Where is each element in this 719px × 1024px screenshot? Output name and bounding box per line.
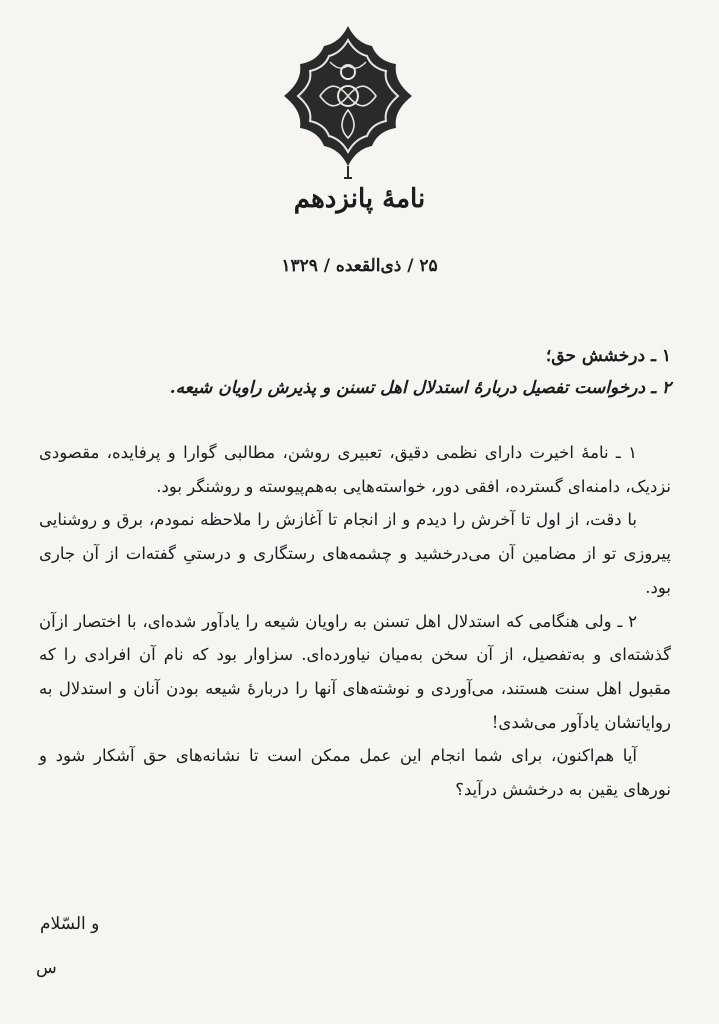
arabesque-ornament-icon xyxy=(280,22,416,182)
letter-body xyxy=(39,436,671,807)
body-paragraph: ۱ ـ نامهٔ اخیرت دارای نظمی دقیق، تعبیری روشن، مطالبی گوارا و پرفایده، مقصودی نزدیک، دامنه‌ای گسترده، افقی دور، خواسته‌هایی به‌هم‌پیوسته و روشنگر بود. xyxy=(39,443,671,496)
signature: س xyxy=(36,958,57,978)
body-paragraph: آیا هم‌اکنون، برای شما انجام این عمل ممکن است تا نشانه‌های حق آشکار شود و نورهای یقین به درخشش درآید؟ xyxy=(39,746,671,800)
body-paragraph: ۲ ـ ولی هنگامی که استدلال اهل تسنن به راویان شیعه را یادآور شده‌ای، با اختصار ازآن گذشته‌ای و به‌تفصیل، از آن سخن به‌میان نیاورده‌ای. سزاوار بود که نام آن افرادی را که مقبول اهل سنت هستند، می‌آوردی و نوشته‌های آنها را دربارهٔ شیعه بودن آنان و استدلال به روایاتشان یادآور می‌شدی! xyxy=(39,611,671,732)
summary-item: ۱ ـ درخشش حق؛ xyxy=(545,346,671,366)
letter-date: ۲۵ / ذی‌القعده / ۱۳۲۹ xyxy=(281,256,438,276)
body-paragraph: با دقت، از اول تا آخرش را دیدم و از انجام تا آغازش را ملاحظه نمودم، برق و روشنایی پیروزی تو از مضامین آن می‌درخشید و چشمه‌های رستگاری و درستیِ گفته‌ات از آن جاری بود. xyxy=(39,510,671,597)
summary-list xyxy=(51,340,671,404)
summary-item: ۲ ـ درخواست تفصیل دربارهٔ استدلال اهل تسنن و پذیرش راویان شیعه. xyxy=(169,378,671,398)
letter-title: نامهٔ پانزدهم xyxy=(293,184,426,214)
closing-salutation: و السّلام xyxy=(40,914,100,934)
